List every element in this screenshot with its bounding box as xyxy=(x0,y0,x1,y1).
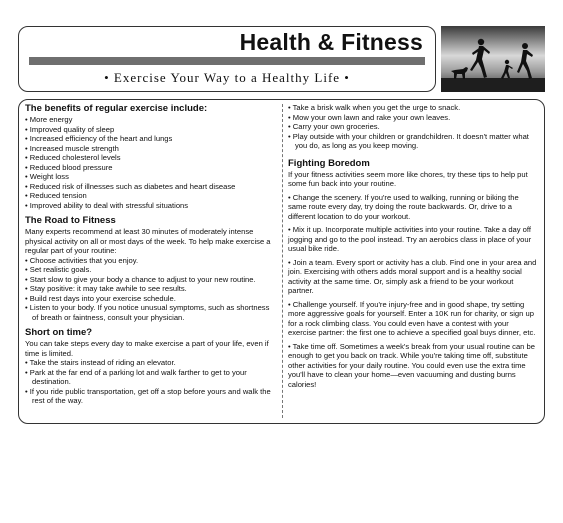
list-item: • Build rest days into your exercise schedule. xyxy=(25,294,277,304)
boredom-tip: • Join a team. Every sport or activity has a club. Find one in your area and join. Exercising with others adds moral support and is a healthy social activity at the same time. Or, simply ask a friend to be your workout partner. xyxy=(288,258,539,296)
header-box xyxy=(18,26,436,92)
title-bar xyxy=(29,57,425,65)
runners-silhouette-icon xyxy=(441,26,545,92)
list-item: • Improved quality of sleep xyxy=(25,125,277,135)
list-item: • Park at the far end of a parking lot and walk farther to get to your destination. xyxy=(25,368,277,387)
benefits-heading: The benefits of regular exercise include: xyxy=(25,103,208,114)
short-heading: Short on time? xyxy=(25,327,93,338)
benefits-list xyxy=(25,115,277,210)
list-item: • Reduced tension xyxy=(25,191,277,201)
list-item: • Increased efficiency of the heart and lungs xyxy=(25,134,277,144)
list-item: • Stay positive: it may take awhile to see results. xyxy=(25,284,277,294)
road-intro: Many experts recommend at least 30 minutes of moderately intense physical activity on all or most days of the week. To help make exercise a regular part of your routine: xyxy=(25,227,271,255)
list-item: • Take a brisk walk when you get the urge to snack. xyxy=(288,103,539,113)
list-item: • Mow your own lawn and rake your own leaves. xyxy=(288,113,539,123)
list-item: • Choose activities that you enjoy. xyxy=(25,256,277,266)
boredom-tip: • Mix it up. Incorporate multiple activities into your routine. Take a day off jogging and go to the pool instead. Try an aerobics class in place of your usual bike ride. xyxy=(288,225,539,254)
boredom-tip: • Change the scenery. If you're used to walking, running or biking the same route every day, try doing the route backwards. Or, drive to a different location to do your workout. xyxy=(288,193,539,222)
runners-photo xyxy=(441,26,545,92)
list-item: • If you ride public transportation, get off a stop before yours and walk the rest of the way. xyxy=(25,387,277,406)
list-item: • Increased muscle strength xyxy=(25,144,277,154)
list-item: • More energy xyxy=(25,115,277,125)
boredom-tip: • Take time off. Sometimes a week's break from your usual routine can be enough to get you back on track. While you're taking time off, substitute other activities for your daily routine. You could even use the extra time you'll have to clean your home—even vacuuming and dusting burns calories! xyxy=(288,342,539,390)
list-item: • Weight loss xyxy=(25,172,277,182)
list-item: • Reduced blood pressure xyxy=(25,163,277,173)
column-divider xyxy=(282,104,283,418)
left-column xyxy=(25,103,277,406)
list-item: • Take the stairs instead of riding an elevator. xyxy=(25,358,277,368)
list-item: • Improved ability to deal with stressful situations xyxy=(25,201,277,211)
list-item: • Listen to your body. If you notice unusual symptoms, such as shortness of breath or faintness, consult your physician. xyxy=(25,303,277,322)
list-item: • Set realistic goals. xyxy=(25,265,277,275)
short-list xyxy=(25,358,277,406)
list-item: • Reduced risk of illnesses such as diabetes and heart disease xyxy=(25,182,277,192)
boredom-tip: • Challenge yourself. If you're injury-free and in good shape, try setting more aggressive goals for yourself. Enter a 10K run for charity, or sign up for a rock climbing class. You could even have a contest with your exercise partner: the first one to achieve a specified goal buys dinner, etc. xyxy=(288,300,539,338)
right-column xyxy=(288,103,539,389)
list-item: • Carry your own groceries. xyxy=(288,122,539,132)
short-intro: You can take steps every day to make exercise a part of your life, even if time is limited. xyxy=(25,339,269,358)
more-tips-list xyxy=(288,103,539,151)
list-item: • Play outside with your children or grandchildren. It doesn't matter what you do, as long as you keep moving. xyxy=(288,132,539,151)
road-list xyxy=(25,256,277,323)
page-title: Health & Fitness xyxy=(239,29,423,55)
list-item: • Reduced cholesterol levels xyxy=(25,153,277,163)
boredom-intro: If your fitness activities seem more like chores, try these tips to help put some fun back into your routine. xyxy=(288,169,528,188)
road-heading: The Road to Fitness xyxy=(25,215,116,226)
boredom-heading: Fighting Boredom xyxy=(288,157,370,169)
list-item: • Start slow to give your body a chance to adjust to your new routine. xyxy=(25,275,277,285)
tagline: • Exercise Your Way to a Healthy Life • xyxy=(104,70,350,85)
